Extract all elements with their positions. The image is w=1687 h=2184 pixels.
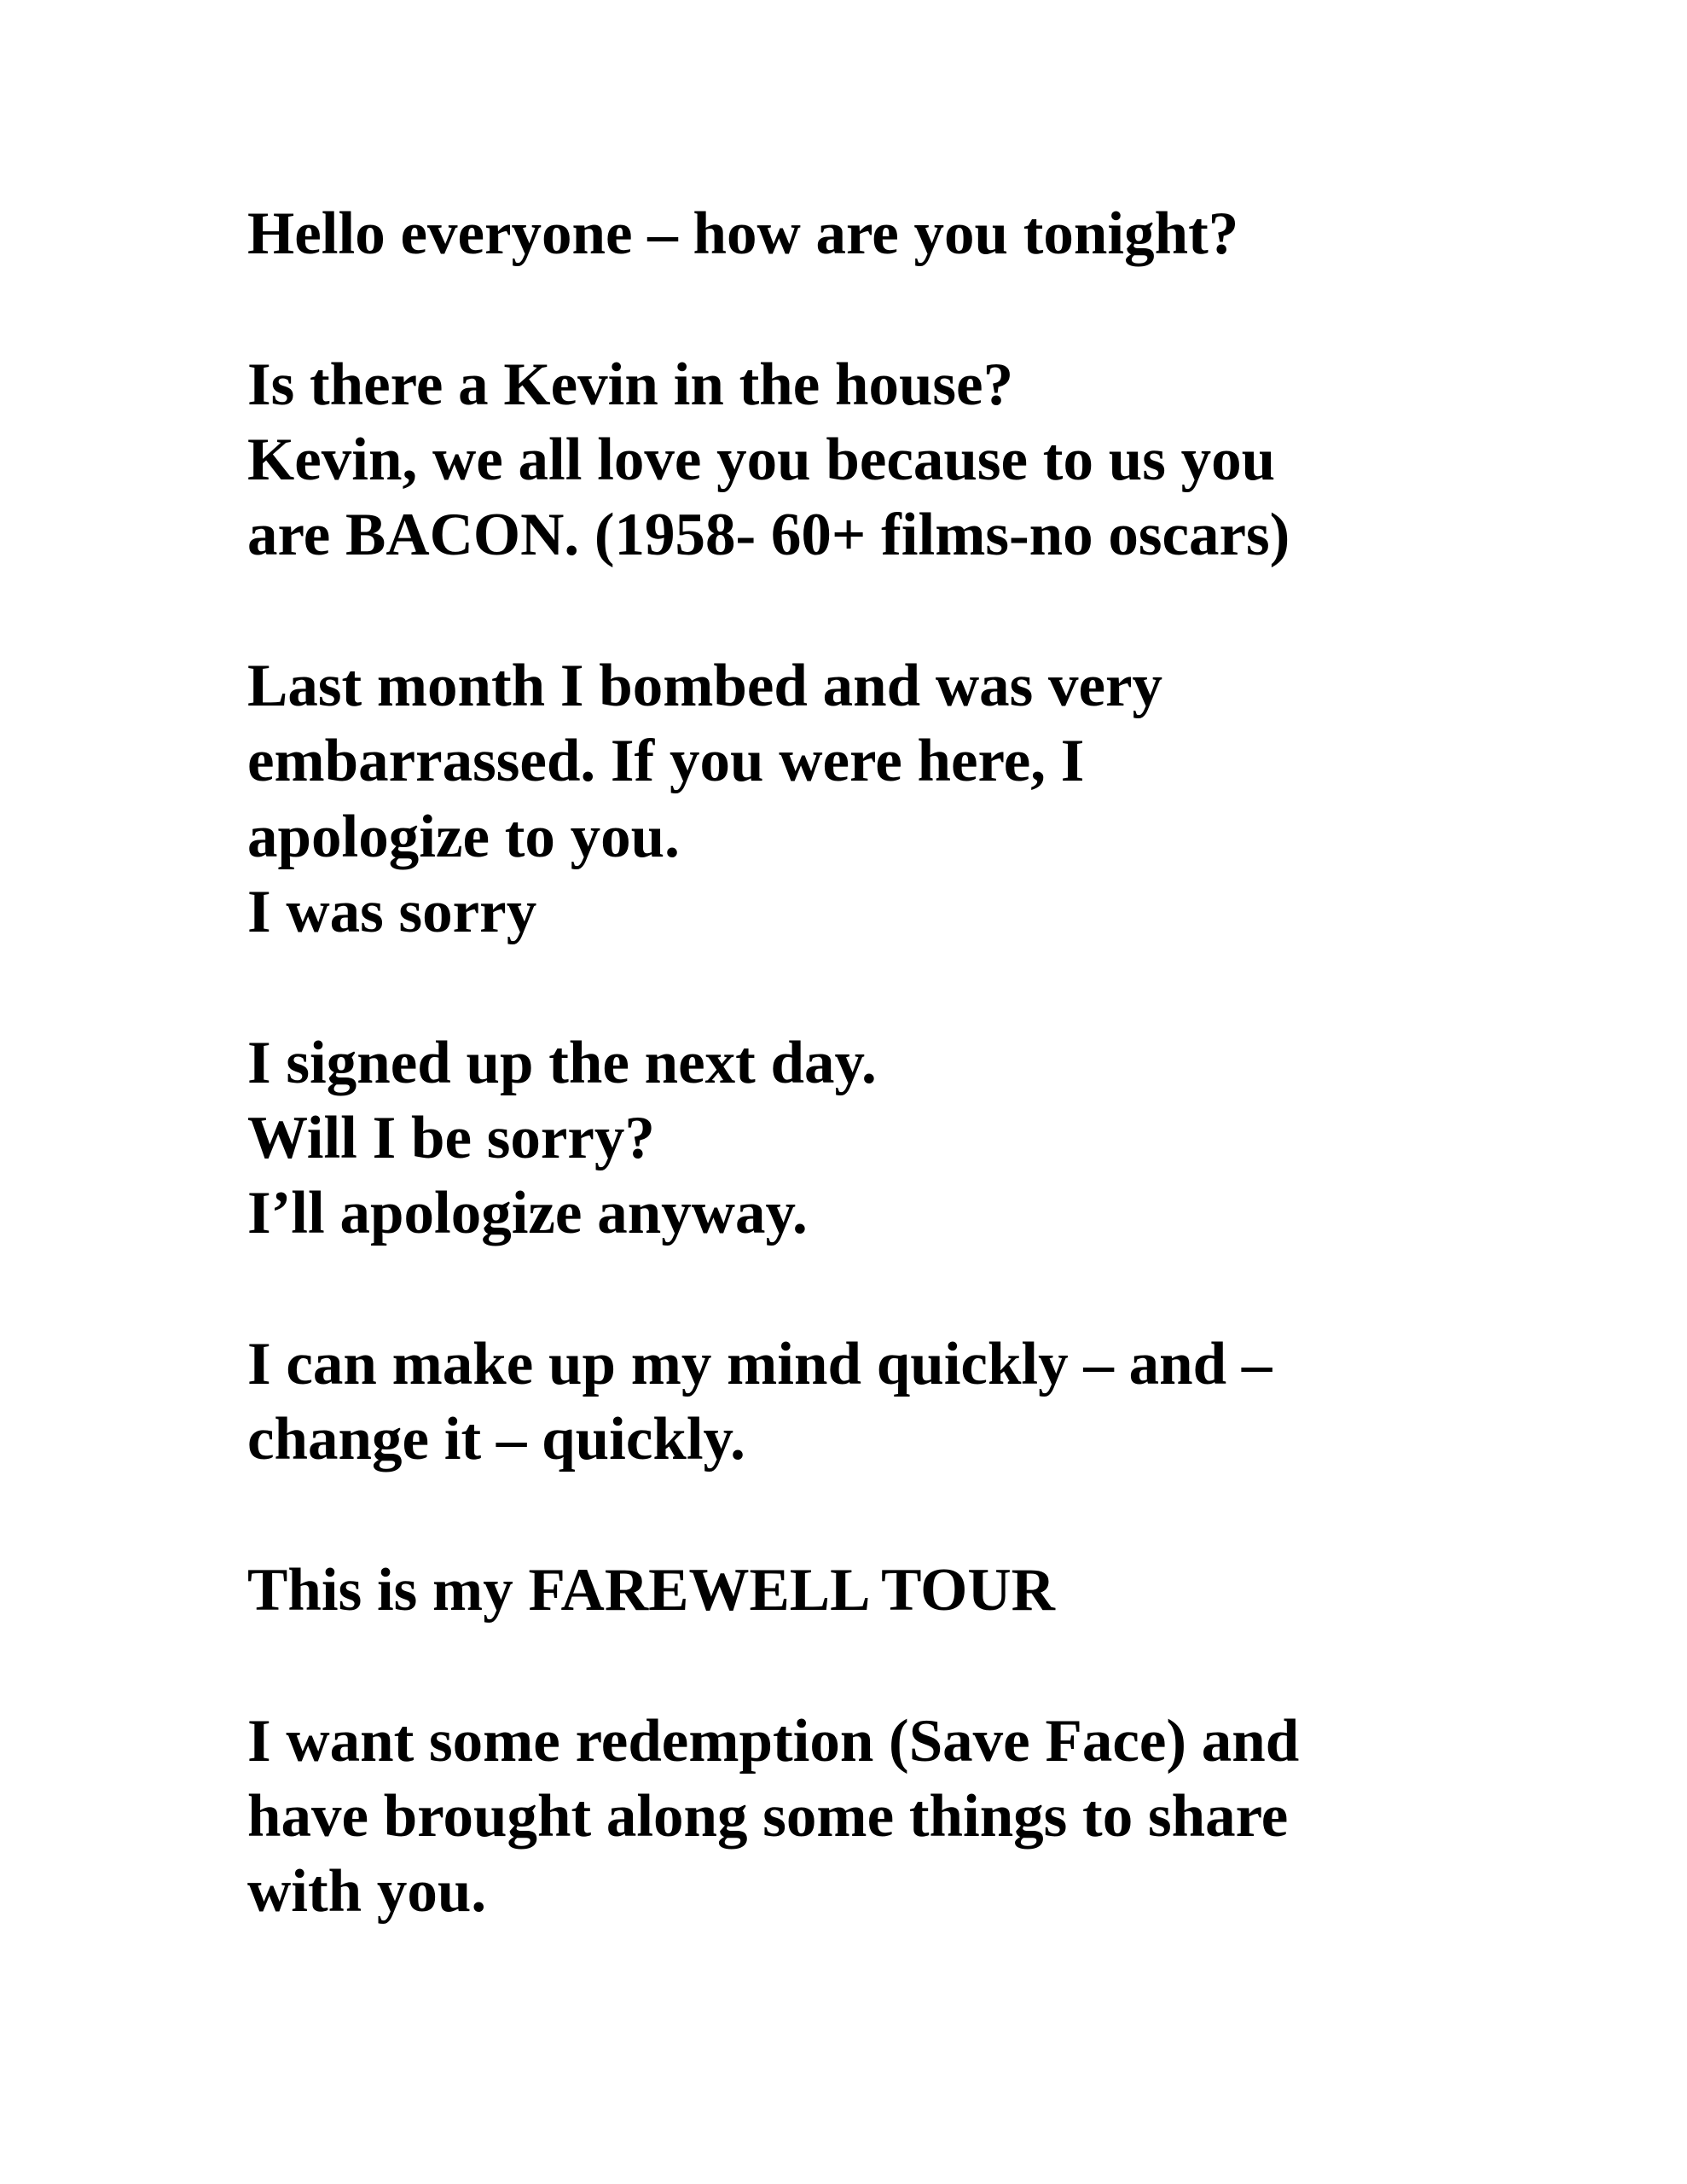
text-line: Last month I bombed and was very: [247, 653, 1163, 719]
text-line: have brought along some things to share: [247, 1783, 1289, 1850]
text-line: I signed up the next day.: [247, 1030, 877, 1096]
text-line: I’ll apologize anyway.: [247, 1180, 808, 1246]
text-line: Kevin, we all love you because to us you: [247, 427, 1276, 493]
text-line: Will I be sorry?: [247, 1105, 655, 1171]
text-line: Is there a Kevin in the house?: [247, 351, 1014, 418]
text-line: apologize to you.: [247, 804, 680, 870]
text-line: with you.: [247, 1858, 487, 1925]
text-line: I want some redemption (Save Face) and: [247, 1708, 1300, 1774]
text-line: embarrassed. If you were here, I: [247, 728, 1085, 794]
text-line: change it – quickly.: [247, 1406, 745, 1472]
text-line: I was sorry: [247, 879, 537, 945]
text-line: are BACON. (1958- 60+ films-no oscars): [247, 502, 1290, 568]
text-line: Hello everyone – how are you tonight?: [247, 200, 1239, 267]
text-line: I can make up my mind quickly – and –: [247, 1331, 1272, 1397]
text-line: This is my FAREWELL TOUR: [247, 1557, 1055, 1623]
